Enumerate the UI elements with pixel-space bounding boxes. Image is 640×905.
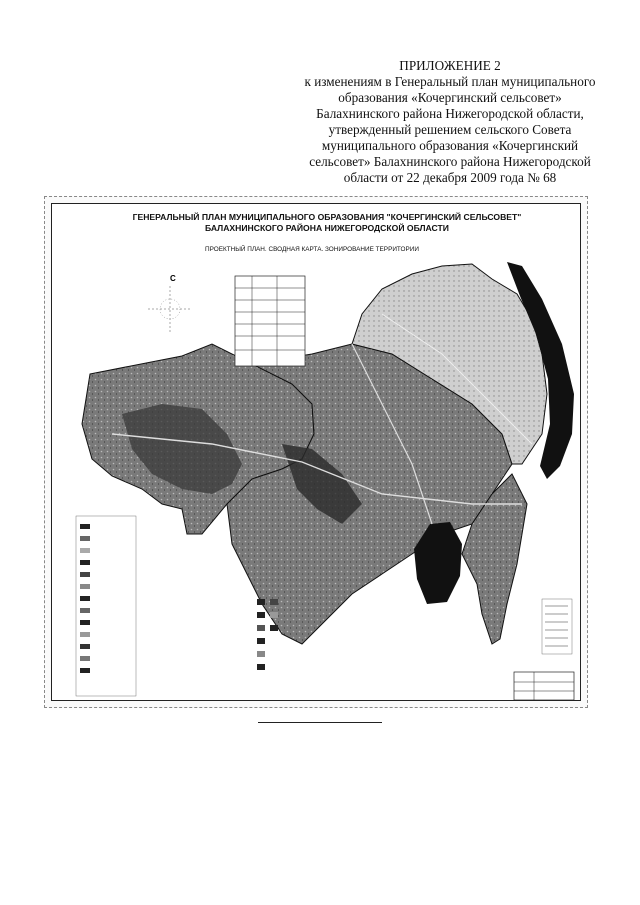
appendix-line: сельсовет» Балахнинского района Нижегородской	[309, 154, 591, 169]
appendix-line: к изменениям в Генеральный план муниципального	[304, 74, 596, 89]
map-title-line-2: БАЛАХНИНСКОГО РАЙОНА НИЖЕГОРОДСКОЙ ОБЛАСТИ	[205, 223, 449, 233]
appendix-line: муниципального образования «Кочергинский	[321, 138, 579, 153]
appendix-line: Балахнинского района Нижегородской области,	[316, 106, 584, 121]
legend-left	[76, 516, 136, 696]
map-sheet	[44, 196, 588, 708]
appendix-line: образования «Кочергинский сельсовет»	[338, 90, 562, 105]
title-block-stamp	[514, 672, 574, 700]
appendix-line: утвержденный решением сельского Совета	[328, 122, 572, 137]
map-border	[51, 203, 581, 701]
compass-rose-icon	[148, 286, 192, 332]
legend-right	[542, 599, 572, 654]
appendix-line: ПРИЛОЖЕНИЕ 2	[399, 58, 501, 73]
north-marker: С	[170, 274, 176, 283]
map-drawing	[52, 204, 581, 701]
appendix-header	[290, 58, 610, 186]
legend-table-top	[235, 276, 305, 366]
bottom-rule	[258, 722, 382, 723]
map-subtitle: ПРОЕКТНЫЙ ПЛАН. СВОДНАЯ КАРТА. ЗОНИРОВАНИЕ ТЕРРИТОРИИ	[205, 246, 419, 253]
map-title: ГЕНЕРАЛЬНЫЙ ПЛАН МУНИЦИПАЛЬНОГО ОБРАЗОВАНИЯ "КОЧЕРГИНСКИЙ СЕЛЬСОВЕТ"	[132, 212, 522, 222]
appendix-line: области от 22 декабря 2009 года № 68	[343, 170, 557, 185]
